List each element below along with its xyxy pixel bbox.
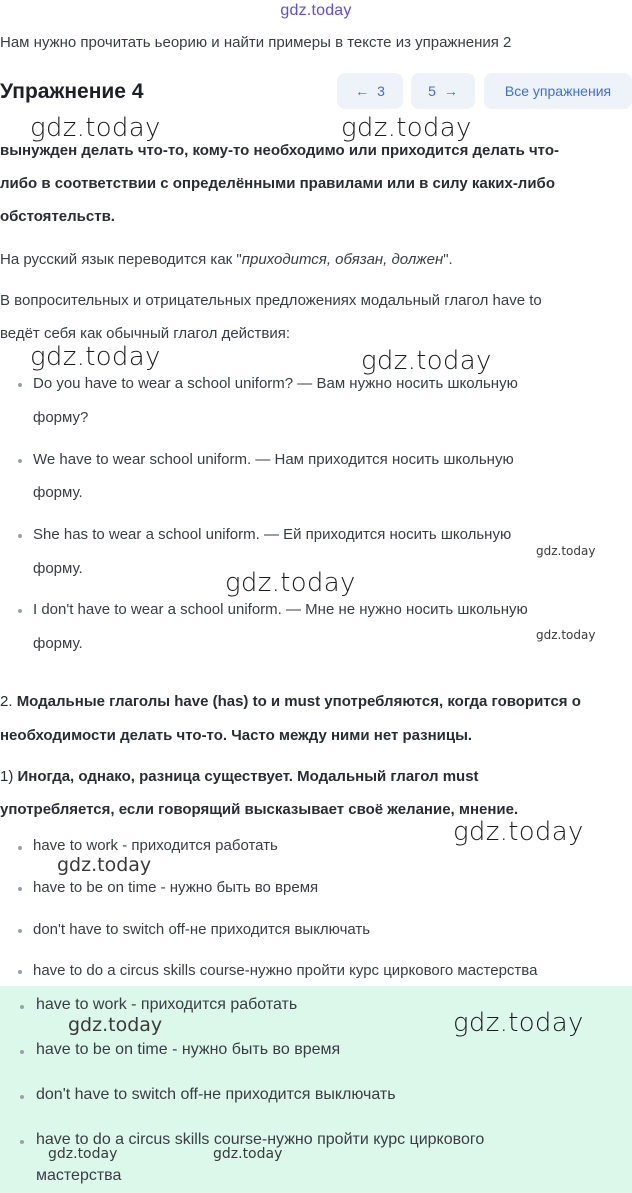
bullet-icon — [18, 846, 22, 850]
list-item-2: have to be on time - нужно быть во время — [33, 879, 319, 896]
bullet-icon — [18, 929, 22, 933]
example-1-line-1: Do you have to wear a school uniform? — Вам нужно носить школьную — [33, 375, 518, 392]
bullet-icon — [20, 1095, 24, 1099]
point-2-line-2: необходимости делать что-то. Часто между ними нет разницы. — [0, 727, 473, 744]
bullet-icon — [20, 1050, 24, 1054]
arrow-left-icon: ← — [355, 83, 370, 99]
example-4-line-1: I don't have to wear a school uniform. — Мне не нужно носить школьную — [33, 601, 528, 618]
watermark: gdz.today — [30, 113, 161, 143]
answer-item-1: have to work - приходится работать — [36, 996, 298, 1013]
bullet-icon — [18, 609, 22, 613]
list-item-3: don't have to switch off-не приходится выключать — [33, 921, 371, 938]
bullet-icon — [18, 459, 22, 463]
point-1-line-2: употребляется, если говорящий высказывает своё желание, мнение. — [0, 801, 519, 818]
answer-item-4-line-1: have to do a circus skills course-нужно пройти курс циркового — [36, 1131, 485, 1148]
watermark: gdz.today — [341, 113, 472, 143]
next-exercise-label: 5 — [428, 83, 436, 99]
watermark: gdz.today — [57, 854, 152, 876]
answer-item-2: have to be on time - нужно быть во время — [36, 1041, 341, 1058]
list-item-4: have to do a circus skills course-нужно пройти курс циркового мастерства — [33, 962, 538, 979]
watermark: gdz.today — [453, 817, 584, 847]
definition-line-3: обстоятельств. — [0, 208, 115, 225]
all-exercises-label: Все упражнения — [504, 83, 612, 99]
watermark: gdz.today — [68, 1014, 163, 1036]
question-line-1: В вопросительных и отрицательных предложениях модальный глагол have to — [0, 292, 542, 309]
bullet-icon — [18, 534, 22, 538]
translation-text: На русский язык переводится как "приходится, обязан, должен". — [0, 251, 453, 268]
example-4-line-2: форму. — [33, 635, 83, 652]
next-exercise-button[interactable] — [411, 73, 475, 109]
watermark: gdz.today — [225, 568, 356, 598]
point-2-line-1: 2. Модальные глаголы have (has) to и must употребляются, когда говорится о — [0, 693, 581, 710]
watermark: gdz.today — [361, 346, 492, 376]
watermark: gdz.today — [536, 628, 596, 642]
all-exercises-button[interactable] — [484, 73, 632, 109]
list-item-1: have to work - приходится работать — [33, 837, 278, 854]
translation-italic: приходится, обязан, должен — [241, 251, 444, 268]
definition-line-1: вынужден делать что-то, кому-то необходимо или приходится делать что- — [0, 142, 559, 159]
bullet-icon — [18, 887, 22, 891]
example-3-line-2: форму. — [33, 560, 83, 577]
watermark: gdz.today — [453, 1008, 584, 1038]
example-2-line-2: форму. — [33, 484, 83, 501]
bullet-icon — [20, 1140, 24, 1144]
watermark: gdz.today — [30, 342, 161, 372]
question-line-2: ведёт себя как обычный глагол действия: — [0, 325, 291, 342]
bullet-icon — [18, 970, 22, 974]
example-2-line-1: We have to wear school uniform. — Нам приходится носить школьную — [33, 451, 514, 468]
point-1-line-1: 1) Иногда, однако, разница существует. Модальный глагол must — [0, 768, 479, 785]
example-3-line-1: She has to wear a school uniform. — Ей приходится носить школьную — [33, 526, 512, 543]
bullet-icon — [18, 383, 22, 387]
prev-exercise-label: 3 — [377, 83, 385, 99]
example-1-line-2: форму? — [33, 409, 89, 426]
watermark: gdz.today — [536, 544, 596, 558]
watermark: gdz.today — [213, 1146, 283, 1162]
answer-item-4-line-2: мастерства — [36, 1167, 122, 1184]
arrow-right-icon: → — [443, 83, 458, 99]
definition-line-2: либо в соответствии с определёнными правилами или в силу каких-либо — [0, 175, 555, 192]
top-watermark: gdz.today — [280, 2, 352, 19]
prev-exercise-button[interactable] — [337, 73, 403, 109]
exercise-title: Упражнение 4 — [0, 80, 144, 103]
intro-text: Нам нужно прочитать ьеорию и найти примеры в тексте из упражнения 2 — [0, 34, 512, 51]
bullet-icon — [20, 1005, 24, 1009]
answer-item-3: don't have to switch off-не приходится выключать — [36, 1086, 396, 1103]
watermark: gdz.today — [48, 1146, 118, 1162]
